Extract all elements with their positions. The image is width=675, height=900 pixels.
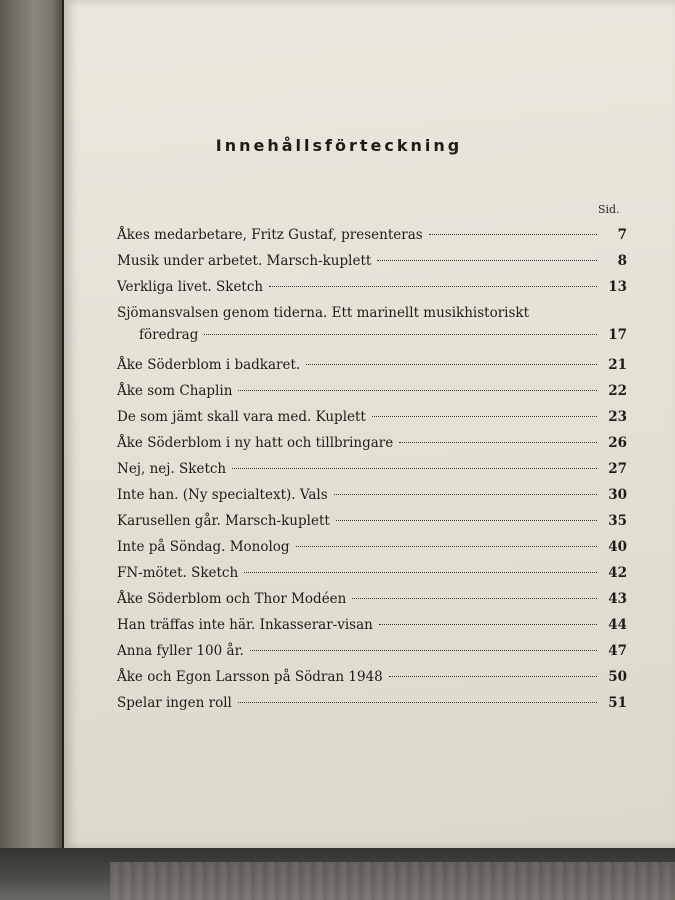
toc-entry-title: Inte han. (Ny specialtext). Vals xyxy=(117,487,328,503)
toc-entry-title: FN-mötet. Sketch xyxy=(117,565,239,581)
toc-entry-page: 35 xyxy=(608,513,627,529)
toc-entry-title: Sjömansvalsen genom tiderna. Ett marinellt musikhistoriskt xyxy=(117,305,530,321)
toc-entry xyxy=(117,224,627,250)
dot-leader xyxy=(232,468,597,469)
toc-entry-page: 40 xyxy=(608,539,627,555)
dot-leader xyxy=(238,390,597,391)
dot-leader xyxy=(244,572,597,573)
toc-entry-title: Åke som Chaplin xyxy=(117,383,233,399)
toc-entry-page: 23 xyxy=(608,409,627,425)
toc-entry-title: Åke Söderblom och Thor Modéen xyxy=(117,591,347,607)
toc-entry-title: Spelar ingen roll xyxy=(117,695,232,711)
toc-entry-page: 22 xyxy=(608,383,627,399)
dot-leader xyxy=(296,546,597,547)
toc-entry-page: 47 xyxy=(608,643,627,659)
toc-entry-page: 27 xyxy=(608,461,627,477)
toc-entry-title: Anna fyller 100 år. xyxy=(117,643,244,659)
toc-entry xyxy=(117,666,627,692)
toc-entry xyxy=(117,406,627,432)
toc-entry-page: 43 xyxy=(608,591,627,607)
dot-leader xyxy=(306,364,597,365)
toc-entry-title: Inte på Söndag. Monolog xyxy=(117,539,290,555)
toc-entry xyxy=(117,276,627,302)
dot-leader xyxy=(352,598,597,599)
table-of-contents xyxy=(117,224,627,718)
toc-entry-page: 13 xyxy=(608,279,627,295)
toc-entry-title: Musik under arbetet. Marsch-kuplett xyxy=(117,253,372,269)
toc-entry xyxy=(117,562,627,588)
toc-entry xyxy=(117,458,627,484)
page-column-label: Sid. xyxy=(598,203,620,216)
toc-entry xyxy=(117,432,627,458)
toc-entry-page: 30 xyxy=(608,487,627,503)
toc-entry-page: 42 xyxy=(608,565,627,581)
toc-entry-page: 51 xyxy=(608,695,627,711)
toc-entry xyxy=(117,640,627,666)
dot-leader xyxy=(429,234,597,235)
toc-entry-page: 17 xyxy=(608,327,627,343)
toc-entry xyxy=(117,614,627,640)
toc-entry xyxy=(117,354,627,380)
dot-leader xyxy=(399,442,597,443)
toc-entry xyxy=(117,692,627,718)
toc-entry-page: 21 xyxy=(608,357,627,373)
toc-entry xyxy=(117,536,627,562)
toc-entry xyxy=(117,588,627,614)
toc-entry xyxy=(117,484,627,510)
dot-leader xyxy=(372,416,597,417)
toc-entry-title: Nej, nej. Sketch xyxy=(117,461,227,477)
toc-entry xyxy=(117,380,627,406)
dot-leader xyxy=(336,520,597,521)
toc-entry-title: Åke Söderblom i ny hatt och tillbringare xyxy=(117,435,394,451)
dot-leader xyxy=(238,702,597,703)
toc-entry-page: 8 xyxy=(617,253,627,269)
page-title: Innehållsförteckning xyxy=(215,136,463,155)
toc-entry-title: Verkliga livet. Sketch xyxy=(117,279,264,295)
dot-leader xyxy=(269,286,597,287)
toc-entry-title: Åkes medarbetare, Fritz Gustaf, presenteras xyxy=(117,227,423,243)
toc-entry-page: 26 xyxy=(608,435,627,451)
dot-leader xyxy=(334,494,597,495)
toc-entry-page: 7 xyxy=(617,227,627,243)
toc-entry-title-continued: föredrag xyxy=(139,327,199,343)
toc-entry-title: Han träffas inte här. Inkasserar-visan xyxy=(117,617,373,633)
toc-entry xyxy=(117,250,627,276)
toc-entry-title: Åke och Egon Larsson på Södran 1948 xyxy=(117,669,383,685)
toc-entry-title: Åke Söderblom i badkaret. xyxy=(117,357,301,373)
toc-entry xyxy=(117,302,627,354)
toc-entry-page: 50 xyxy=(608,669,627,685)
dot-leader xyxy=(377,260,597,261)
dot-leader xyxy=(204,334,597,335)
toc-entry-title: De som jämt skall vara med. Kuplett xyxy=(117,409,366,425)
toc-entry-title: Karusellen går. Marsch-kuplett xyxy=(117,513,330,529)
dot-leader xyxy=(379,624,597,625)
tablecloth xyxy=(110,862,675,900)
dot-leader xyxy=(389,676,597,677)
toc-entry xyxy=(117,510,627,536)
dot-leader xyxy=(250,650,597,651)
toc-entry-page: 44 xyxy=(608,617,627,633)
